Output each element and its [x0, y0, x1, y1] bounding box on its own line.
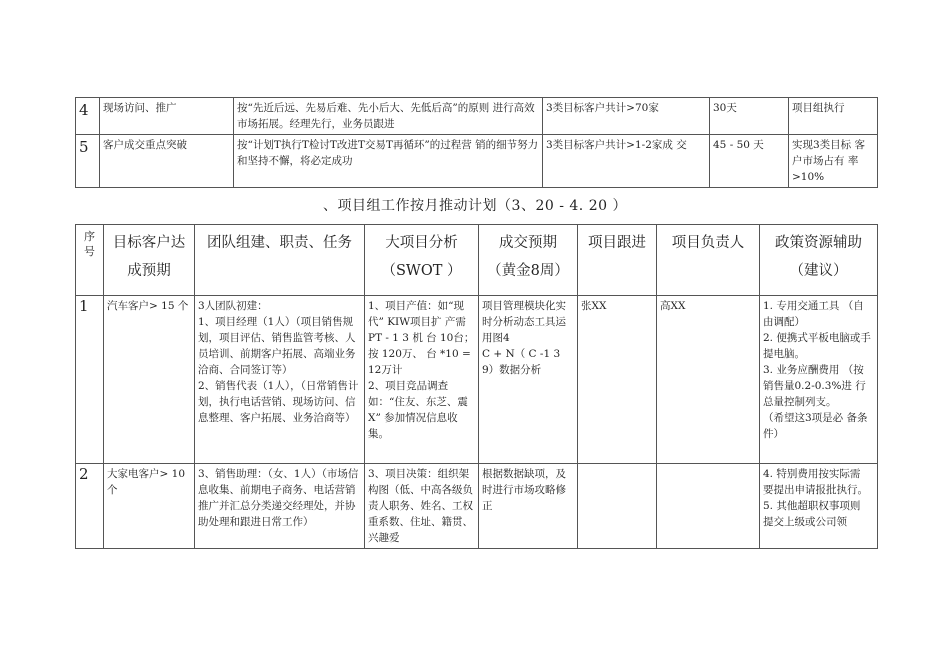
header-follow: 项目跟进 [578, 225, 657, 296]
forecast-cell: 项目管理模块化实时分析动态工具运用图4 C + N（ C -1 3 9）数据分析 [479, 296, 578, 464]
header-leader: 项目负责人 [657, 225, 760, 296]
target-cell: 大家电客户> 10 个 [104, 464, 195, 549]
owner-cell: 项目组执行 [789, 98, 878, 135]
analysis-cell: 3、项目决策：组织架构图（低、中高各级负责人职务、姓名、工权重系数、住址、籍贯、兴趣爱 [365, 464, 479, 549]
top-table [75, 97, 878, 188]
leader-cell [657, 464, 760, 549]
header-analysis: 大项目分析 （SWOT ） [365, 225, 479, 296]
follow-cell [578, 464, 657, 549]
header-no: 序 号 [76, 225, 104, 296]
section-title: 、项目组工作按月推动计划（3、20 - 4. 20 ） [323, 198, 627, 214]
goal-cell: 3类目标客户共计>1-2家成 交 [543, 135, 710, 188]
target-cell: 汽车客户> 15 个 [104, 296, 195, 464]
header-target: 目标客户达 成预期 [104, 225, 195, 296]
table-row [76, 464, 878, 549]
table-row [76, 296, 878, 464]
goal-cell: 3类目标客户共计>70家 [543, 98, 710, 135]
days-cell: 30天 [710, 98, 789, 135]
row-number: 4 [76, 98, 100, 135]
row-number: 1 [76, 296, 104, 464]
policy-cell: 1. 专用交通工具 （自 由调配） 2. 便携式平板电脑或手提电脑。 3. 业务应酬费用 （按 销售量0.2-0.3%进 行总量控制列支。 （希望这3项是必 备条件） [760, 296, 878, 464]
target-cell: 客户成交重点突破 [100, 135, 234, 188]
days-cell: 45 - 50 天 [710, 135, 789, 188]
row-number: 2 [76, 464, 104, 549]
header-policy: 政策资源辅助 （建议） [760, 225, 878, 296]
analysis-cell: 1、项目产值：如“现代” KIW项目扩 产需PT - 1 3 机 台 10台；按 120万、 台 *10 = 12万计 2、项目竞品调查如：“住友、东芝、震X” 参加情况信息收集。 [365, 296, 479, 464]
header-forecast: 成交预期 （黄金8周） [479, 225, 578, 296]
header-row [76, 225, 878, 296]
table-row [76, 98, 878, 135]
method-cell: 按“计划T执行T检讨T改进T交易T再循环”的过程营 销的细节努力和坚持不懈，将必定成功 [234, 135, 543, 188]
method-cell: 按“先近后远、先易后难、先小后大、先低后高”的原则 进行高效市场拓展。经理先行，业务员跟进 [234, 98, 543, 135]
follow-cell: 张XX [578, 296, 657, 464]
table-row [76, 135, 878, 188]
main-table [75, 224, 878, 549]
target-cell: 现场访问、推广 [100, 98, 234, 135]
team-cell: 3、销售助理：（女、1人）（市场信息收集、前期电子商务、电话营销推广并汇总分类递交经理处，并协助处理和跟进日常工作） [195, 464, 365, 549]
forecast-cell: 根据数据缺项，及时进行市场攻略修正 [479, 464, 578, 549]
leader-cell: 高XX [657, 296, 760, 464]
header-team: 团队组建、职责、任务 [195, 225, 365, 296]
owner-cell: 实现3类目标 客户市场占有 率>10% [789, 135, 878, 188]
policy-cell: 4. 特别费用按实际需 要提出申请报批执行。 5. 其他超职权事项则 提交上级或公司领 [760, 464, 878, 549]
team-cell: 3人团队初建： 1、项目经理（1人）（项目销售规划，项目评估、销售监管考核、人员培训、前期客户拓展、高端业务洽商、合同签订等） 2、销售代表（1人），（日常销售计划，执行电话营销、现场访问、信息整理、客户拓展、业务洽商等） [195, 296, 365, 464]
row-number: 5 [76, 135, 100, 188]
